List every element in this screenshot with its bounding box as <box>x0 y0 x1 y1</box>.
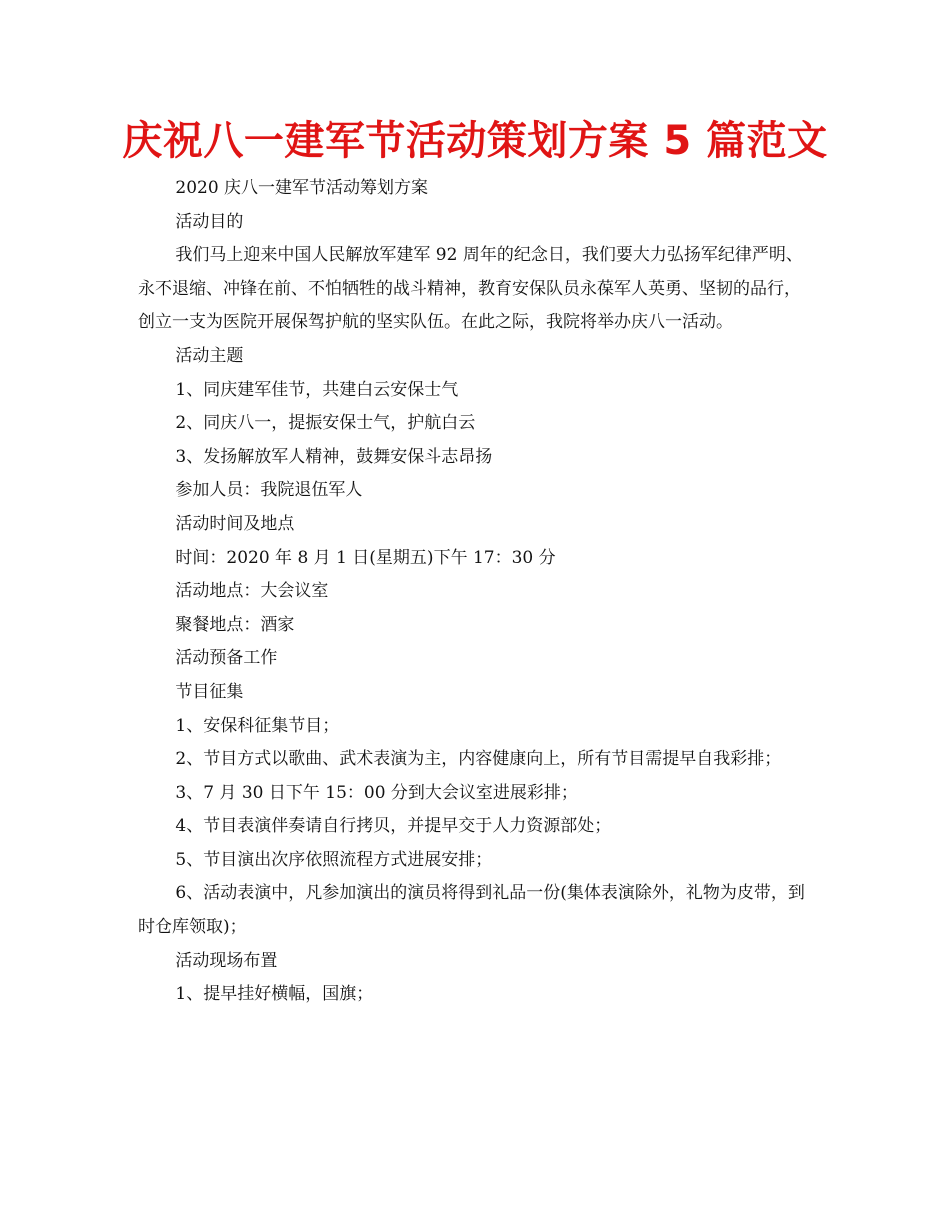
paragraph-subtitle: 2020 庆八一建军节活动筹划方案 <box>175 178 429 198</box>
paragraph-program-item-1: 1、安保科征集节目； <box>175 715 340 736</box>
paragraph-time: 时间：2020 年 8 月 1 日(星期五)下午 17：30 分 <box>175 547 556 568</box>
paragraph-program-item-6: 6、活动表演中，凡参加演出的演员将得到礼品一份(集体表演除外，礼物为皮带，到时仓库领取)； <box>138 883 805 938</box>
paragraph-preparation-heading: 活动预备工作 <box>175 648 278 669</box>
document-body <box>138 172 814 1012</box>
paragraph-site-layout-item-1: 1、提早挂好横幅，国旗； <box>175 984 374 1005</box>
paragraph-program-item-4: 4、节目表演伴奏请自行拷贝，并提早交于人力资源部处； <box>175 816 612 837</box>
paragraph-theme-1: 1、同庆建军佳节，共建白云安保士气 <box>175 379 459 400</box>
paragraph-site-layout-heading: 活动现场布置 <box>175 950 278 971</box>
paragraph-program-item-2: 2、节目方式以歌曲、武术表演为主，内容健康向上，所有节目需提早自我彩排； <box>175 749 782 770</box>
paragraph-purpose-heading: 活动目的 <box>175 211 244 232</box>
paragraph-participants: 参加人员：我院退伍军人 <box>175 480 363 501</box>
paragraph-program-collection: 节目征集 <box>175 681 244 702</box>
paragraph-purpose: 我们马上迎来中国人民解放军建军 92 周年的纪念日，我们要大力弘扬军纪律严明、永不退缩、冲锋在前、不怕牺牲的战斗精神，教育安保队员永葆军人英勇、坚韧的品行，创立一支为医院开展保驾护航的坚实队伍。在此之际，我院将举办庆八一活动。 <box>138 245 803 333</box>
paragraph-theme-2: 2、同庆八一，提振安保士气，护航白云 <box>175 413 476 434</box>
paragraph-program-item-5: 5、节目演出次序依照流程方式进展安排； <box>175 849 493 870</box>
document-title: 庆祝八一建军节活动策划方案 5 篇范文 <box>122 118 828 164</box>
paragraph-program-item-3: 3、7 月 30 日下午 15：00 分到大会议室进展彩排； <box>175 782 578 803</box>
paragraph-theme-3: 3、发扬解放军人精神，鼓舞安保斗志昂扬 <box>175 446 493 467</box>
paragraph-dinner-venue: 聚餐地点：酒家 <box>175 614 295 635</box>
paragraph-venue: 活动地点：大会议室 <box>175 581 329 602</box>
paragraph-time-place-heading: 活动时间及地点 <box>175 513 295 534</box>
paragraph-theme-heading: 活动主题 <box>175 345 244 366</box>
